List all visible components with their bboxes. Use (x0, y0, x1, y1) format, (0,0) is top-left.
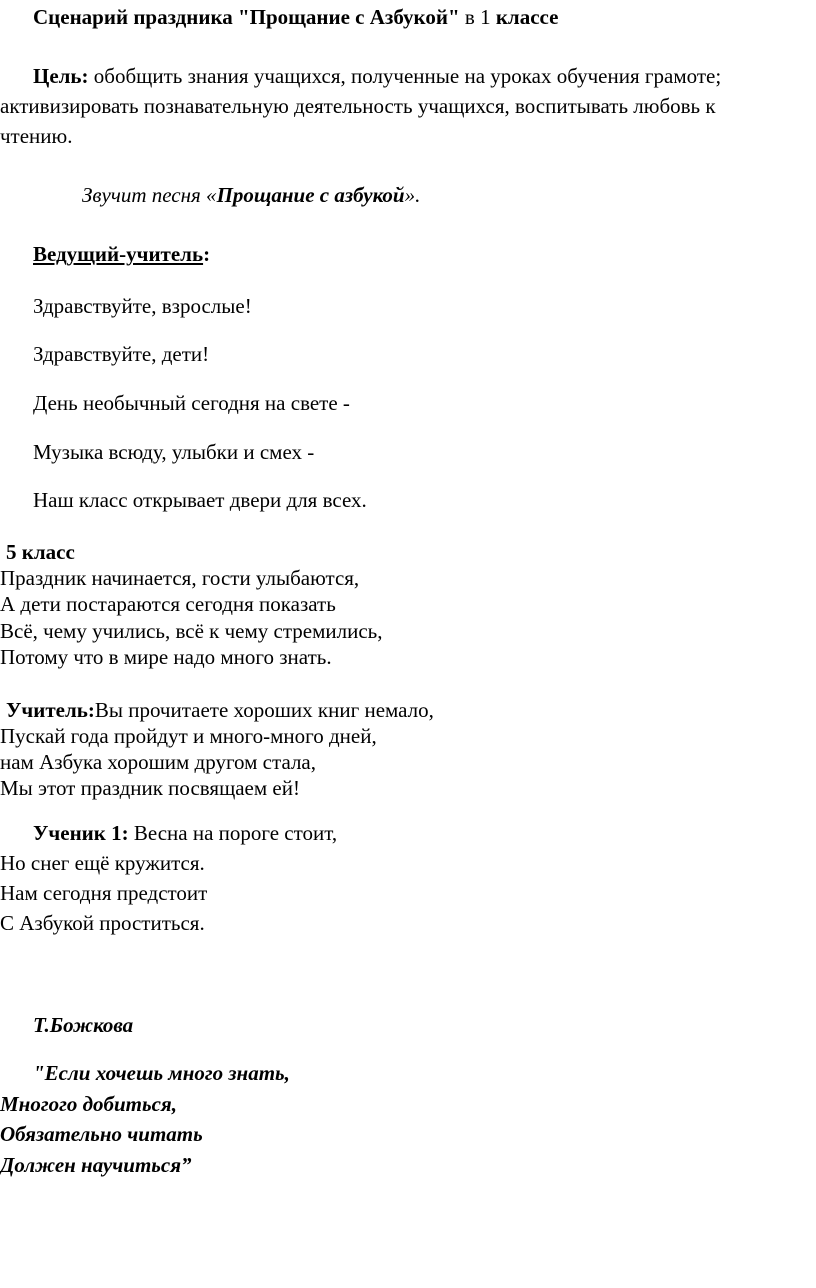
host-line-4: Музыка всюду, улыбки и смех - (33, 440, 315, 464)
song-line (82, 183, 420, 207)
teacher-first: Вы прочитаете хороших книг немало, (94, 698, 434, 722)
teacher-line-1 (6, 698, 434, 722)
goal-line-1 (33, 64, 721, 88)
host-heading (33, 242, 210, 266)
student1-label: Ученик 1: (33, 821, 129, 845)
title-part-3: " (447, 5, 460, 29)
title-part-2: Прощание с Азбукой (249, 5, 448, 29)
song-prefix: Звучит песня « (82, 183, 217, 207)
class5-line-3: Всё, чему учились, всё к чему стремились, (0, 619, 383, 643)
host-label: Ведущий-учитель (33, 242, 204, 266)
author-name: Т.Божкова (33, 1013, 134, 1037)
teacher-line-3: нам Азбука хорошим другом стала, (0, 750, 316, 774)
goal-line-3: чтению. (0, 124, 73, 148)
class5-label: 5 класс (6, 540, 75, 564)
goal-label: Цель: (33, 64, 89, 88)
teacher-line-2: Пускай года пройдут и много-много дней, (0, 724, 377, 748)
student1-line-3: Нам сегодня предстоит (0, 881, 208, 905)
quote-line-4: Должен научиться” (0, 1153, 192, 1177)
song-name: Прощание с азбукой (216, 183, 405, 207)
title-part-1: Сценарий праздника " (33, 5, 250, 29)
song-suffix: ». (404, 183, 421, 207)
student1-first: Весна на пороге стоит, (128, 821, 338, 845)
class5-line-2: А дети постараются сегодня показать (0, 592, 336, 616)
class5-line-4: Потому что в мире надо много знать. (0, 645, 332, 669)
host-line-1: Здравствуйте, взрослые! (33, 294, 252, 318)
title-part-5: классе (495, 5, 559, 29)
teacher-line-4: Мы этот праздник посвящаем ей! (0, 776, 300, 800)
quote-line-1: "Если хочешь много знать, (33, 1061, 290, 1085)
host-line-3: День необычный сегодня на свете - (33, 391, 350, 415)
student1-line-4: С Азбукой проститься. (0, 911, 205, 935)
host-line-5: Наш класс открывает двери для всех. (33, 488, 367, 512)
goal-text-1: обобщить знания учащихся, полученные на уроках обучения грамоте; (88, 64, 722, 88)
goal-line-2: активизировать познавательную деятельность учащихся, воспитывать любовь к (0, 94, 716, 118)
title-part-4: в 1 (459, 5, 496, 29)
quote-line-3: Обязательно читать (0, 1122, 203, 1146)
student1-line-1 (33, 821, 337, 845)
quote-line-2: Многого добиться, (0, 1092, 177, 1116)
host-colon: : (203, 242, 211, 266)
page-title (33, 5, 558, 29)
student1-line-2: Но снег ещё кружится. (0, 851, 205, 875)
host-line-2: Здравствуйте, дети! (33, 342, 210, 366)
teacher-label: Учитель: (6, 698, 95, 722)
class5-line-1: Праздник начинается, гости улыбаются, (0, 566, 360, 590)
